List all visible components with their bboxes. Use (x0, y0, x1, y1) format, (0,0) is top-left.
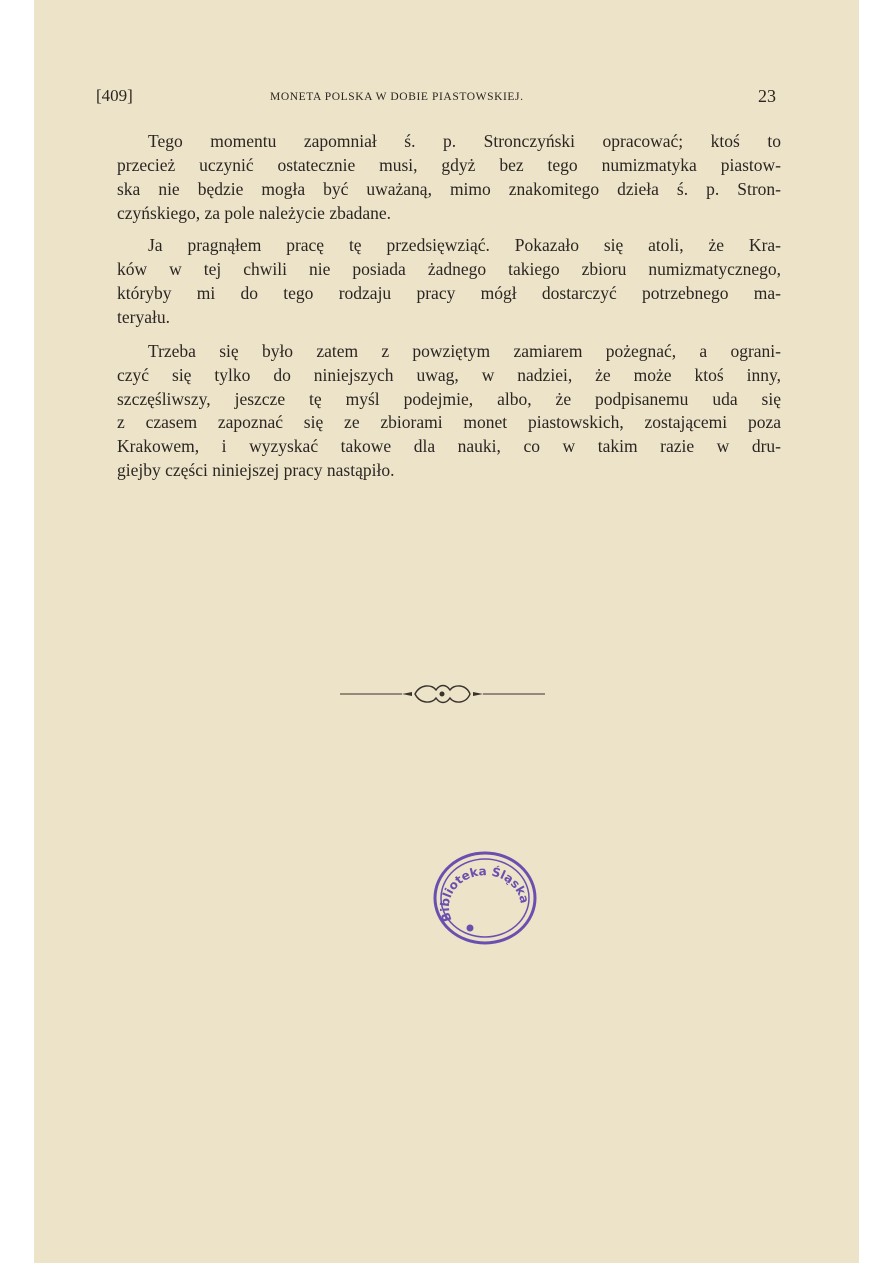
text-line: Tego momentu zapomniał ś. p. Stronczyński opracować; ktoś to (148, 131, 781, 151)
running-head-number: [409] (96, 86, 133, 105)
svg-text:Biblioteka Śląska: Biblioteka Śląska (437, 864, 532, 924)
text-line: szczęśliwszy, jeszcze tę myśl podejmie, albo, że podpisanemu uda się (117, 389, 781, 409)
text-line: ków w tej chwili nie posiada żadnego takiego zbioru numizmatycznego, (117, 259, 781, 279)
text-line: Krakowem, i wyzyskać takowe dla nauki, co w takim razie w dru- (117, 436, 781, 456)
running-head-title: MONETA POLSKA W DOBIE PIASTOWSKIEJ. (270, 91, 524, 103)
text-line: przecież uczynić ostatecznie musi, gdyż bez tego numizmatyka piastow- (117, 155, 781, 175)
text-line: giejby części niniejszej pracy nastąpiło. (117, 460, 395, 480)
text-line: Trzeba się było zatem z powziętym zamiarem pożegnać, a ograni- (148, 341, 781, 361)
text-line: czyńskiego, za pole należycie zbadane. (117, 203, 392, 223)
text-line: z czasem zapoznać się ze zbiorami monet piastowskich, zostającemi poza (117, 412, 781, 432)
library-stamp (430, 848, 540, 948)
page-number: 23 (758, 86, 776, 106)
text-line: czyć się tylko do niniejszych uwag, w nadziei, że może ktoś inny, (117, 365, 781, 385)
ornament-divider-icon (340, 680, 545, 710)
text-line: któryby mi do tego rodzaju pracy mógł dostarczyć potrzebnego ma- (117, 283, 781, 303)
text-line: teryału. (117, 307, 170, 327)
text-line: ska nie będzie mogła być uważaną, mimo znakomitego dzieła ś. p. Stron- (117, 179, 781, 199)
text-line: Ja pragnąłem pracę tę przedsięwziąć. Pokazało się atoli, że Kra- (148, 235, 781, 255)
